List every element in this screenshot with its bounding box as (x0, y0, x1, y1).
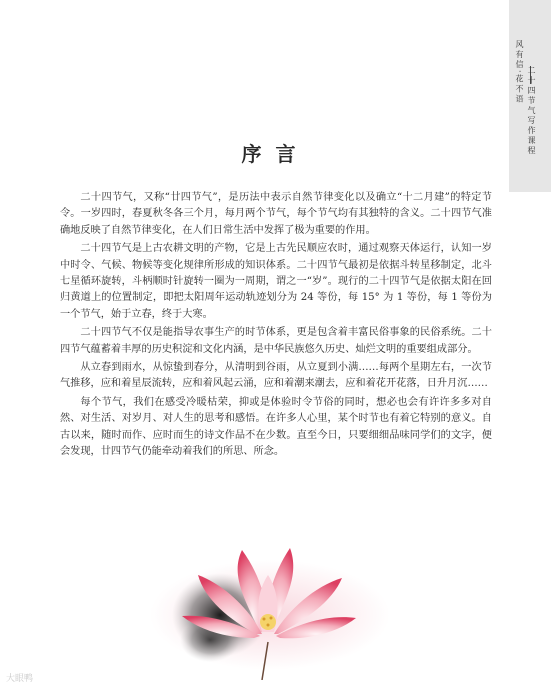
watermark: 大眼鸭 (6, 674, 34, 684)
paragraph: 二十四节气不仅是能指导农事生产的时节体系，更是包含着丰富民俗事象的民俗系统。二十四节气蕴蓄着丰厚的历史积淀和文化内涵，是中华民族悠久历史、灿烂文明的重要组成部分。 (60, 327, 492, 355)
lotus-illustration (150, 520, 390, 680)
paragraph: 从立春到雨水，从惊蛰到春分，从清明到谷雨，从立夏到小满……每两个星期左右，一次节气推移，应和着星辰流转，应和着风起云涌，应和着潮来潮去，应和着花开花落，日升月沉…… (60, 362, 492, 390)
paragraph: 二十四节气，又称“廿四节气”，是历法中表示自然节律变化以及确立“十二月建”的特定节令。一岁四时，春夏秋冬各三个月，每月两个节气，每个节气均有其独特的含义。二十四节气准确地反映了自然节律变化，在人们日常生活中发挥了极为重要的作用。 (60, 192, 492, 236)
body-text (60, 190, 492, 463)
side-series-title: 风有信·花不语 (515, 40, 524, 105)
paragraph: 每个节气，我们在感受冷暖枯荣，抑或是体验时令节俗的同时，想必也会有许许多多对自然、对生活、对岁月、对人生的思考和感悟。在许多人心里，某个时节也有着它特别的意义。自古以来，随时而作、应时而生的诗文作品不在少数。直至今日，只要细细品味同学们的文字，便会发现，廿四节气仍能牵动着我们的所思、所念。 (60, 396, 492, 458)
side-course-title: 二十四节气写作课程 (527, 66, 536, 156)
paragraph: 二十四节气是上古农耕文明的产物，它是上古先民顺应农时，通过观察天体运行，认知一岁中时令、气候、物候等变化规律所形成的知识体系。二十四节气最初是依据斗转星移制定，北斗七星循环旋转，斗柄顺时针旋转一圈为一周期，谓之一“岁”。现行的二十四节气是依据太阳在回归黄道上的位置制定，即把太阳周年运动轨迹划分为 24 等份，每 15° 为 1 等份，每 1 等份为一个节气，始于立春，终于大寒。 (60, 243, 492, 320)
page-title: 序言 (241, 142, 310, 166)
